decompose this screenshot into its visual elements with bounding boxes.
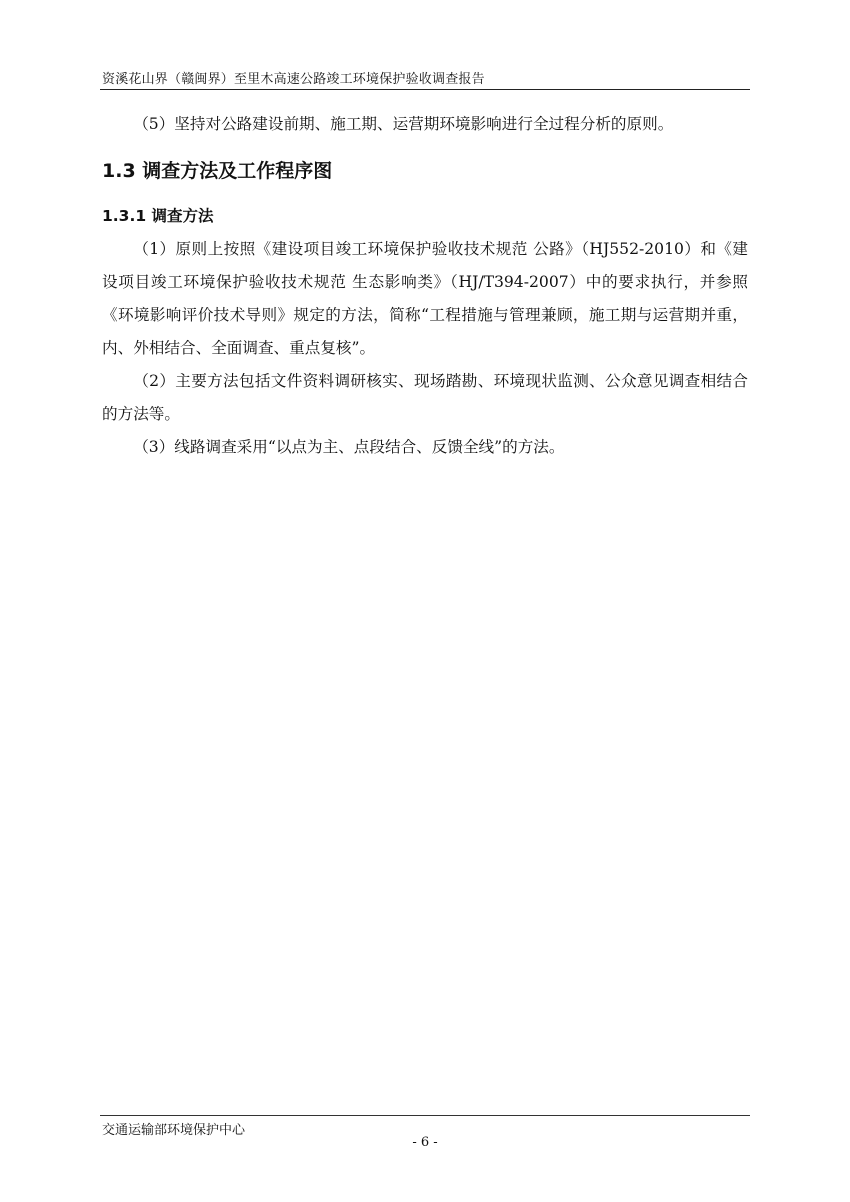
paragraph-method-2: （2）主要方法包括文件资料调研核实、现场踏勘、环境现状监测、公众意见调查相结合的方法等。 xyxy=(102,372,748,423)
header-divider xyxy=(100,89,750,90)
footer-organization: 交通运输部环境保护中心 xyxy=(102,1123,246,1138)
footer-divider xyxy=(100,1115,750,1116)
page-number: - 6 - xyxy=(412,1135,438,1150)
running-header-title: 资溪花山界（赣闽界）至里木高速公路竣工环境保护验收调查报告 xyxy=(102,72,485,87)
section-heading-1-3: 1.3 调查方法及工作程序图 xyxy=(102,160,333,182)
paragraph-method-3: （3）线路调查采用“以点为主、点段结合、反馈全线”的方法。 xyxy=(133,438,565,456)
subsection-heading-1-3-1: 1.3.1 调查方法 xyxy=(102,207,214,225)
paragraph-method-1: （1）原则上按照《建设项目竣工环境保护验收技术规范 公路》（HJ552-2010）和《建设项目竣工环境保护验收技术规范 生态影响类》（HJ/T394-2007）中的要求执行，并参照《环境影响评价技术导则》规定的方法，简称“工程措施与管理兼顾，施工期与运营期并重，内、外相结合、全面调查、重点复核”。 xyxy=(102,240,748,357)
paragraph-principle-5: （5）坚持对公路建设前期、施工期、运营期环境影响进行全过程分析的原则。 xyxy=(133,115,674,133)
page-content xyxy=(102,108,748,464)
